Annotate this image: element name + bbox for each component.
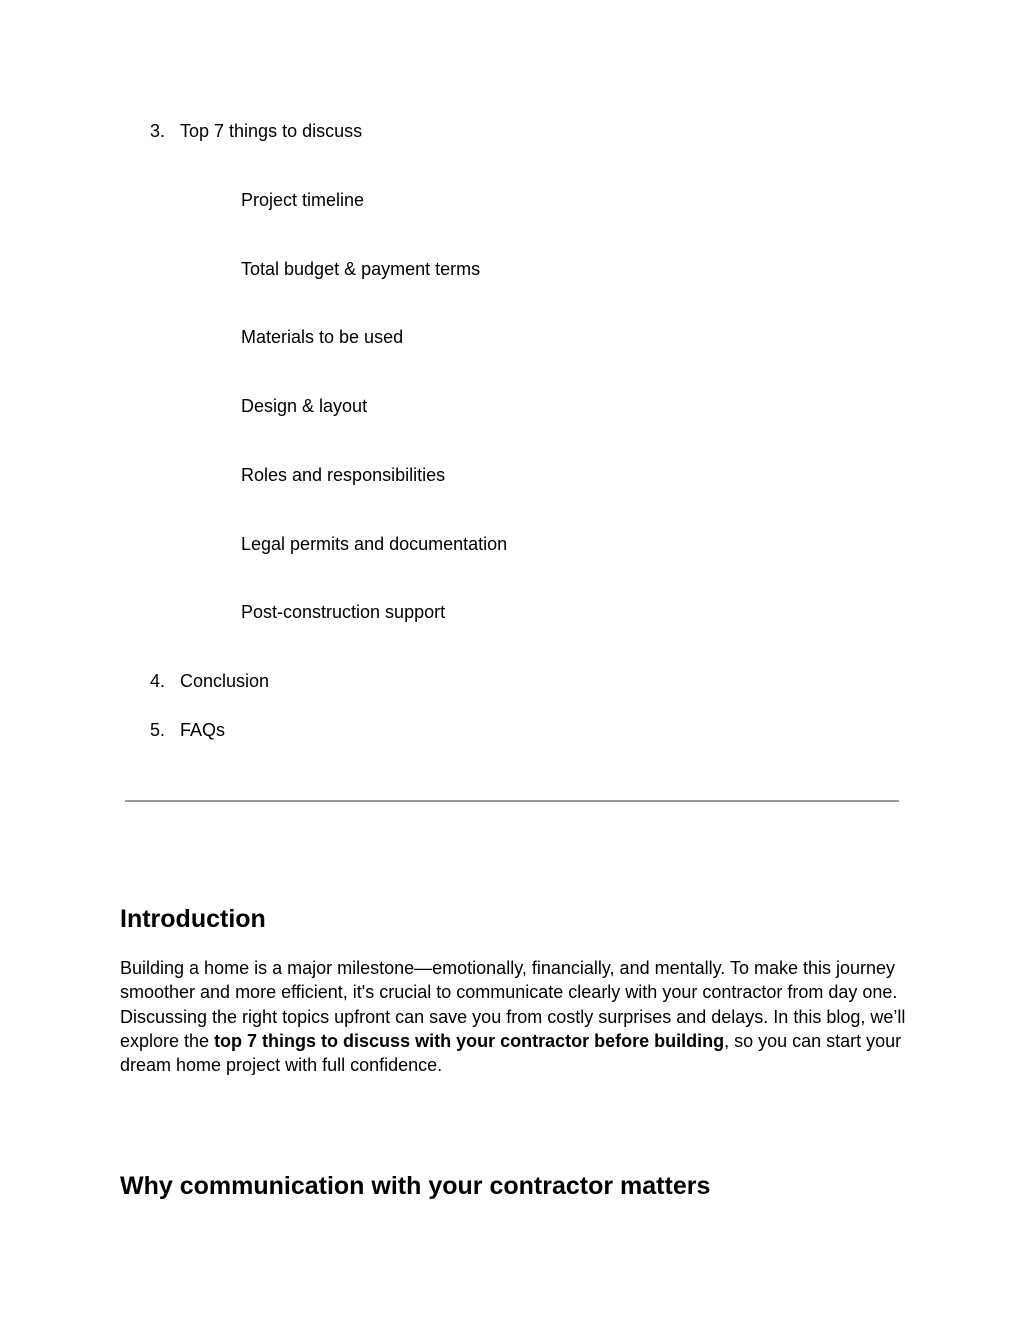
toc-item-number: 4.	[150, 671, 166, 691]
introduction-text-end: , so you can start your dream home project with full confidence.	[120, 1030, 902, 1076]
toc-subitem-budget: Total budget & payment terms	[241, 259, 481, 279]
introduction-text-start: Building a home is a major milestone—emotionally, financially, and mentally. To make this journey smoother and more efficient, it's crucial to communicate clearly with your contractor from day one. Discussing the right topics upfront can save you from costly surprises and delays. In this blog, we’ll explore the	[120, 958, 906, 1051]
toc-item-label: FAQs	[180, 720, 226, 740]
toc-item-label: Conclusion	[180, 671, 270, 691]
horizontal-divider	[125, 800, 899, 802]
toc-subitem-permits: Legal permits and documentation	[241, 534, 508, 554]
introduction-paragraph	[120, 956, 910, 1077]
toc-item-number: 5.	[150, 720, 166, 740]
toc-subitem-roles: Roles and responsibilities	[241, 465, 446, 485]
toc-subitem-support: Post-construction support	[241, 602, 446, 622]
why-communication-heading: Why communication with your contractor matters	[120, 1172, 711, 1200]
toc-subitem-design: Design & layout	[241, 396, 368, 416]
toc-subitem-materials: Materials to be used	[241, 327, 404, 347]
introduction-text-bold: top 7 things to discuss with your contractor before building	[214, 1030, 725, 1051]
introduction-heading: Introduction	[120, 905, 266, 933]
toc-item-label: Top 7 things to discuss	[180, 121, 363, 141]
toc-item-number: 3.	[150, 121, 166, 141]
toc-subitem-project-timeline: Project timeline	[241, 190, 365, 210]
